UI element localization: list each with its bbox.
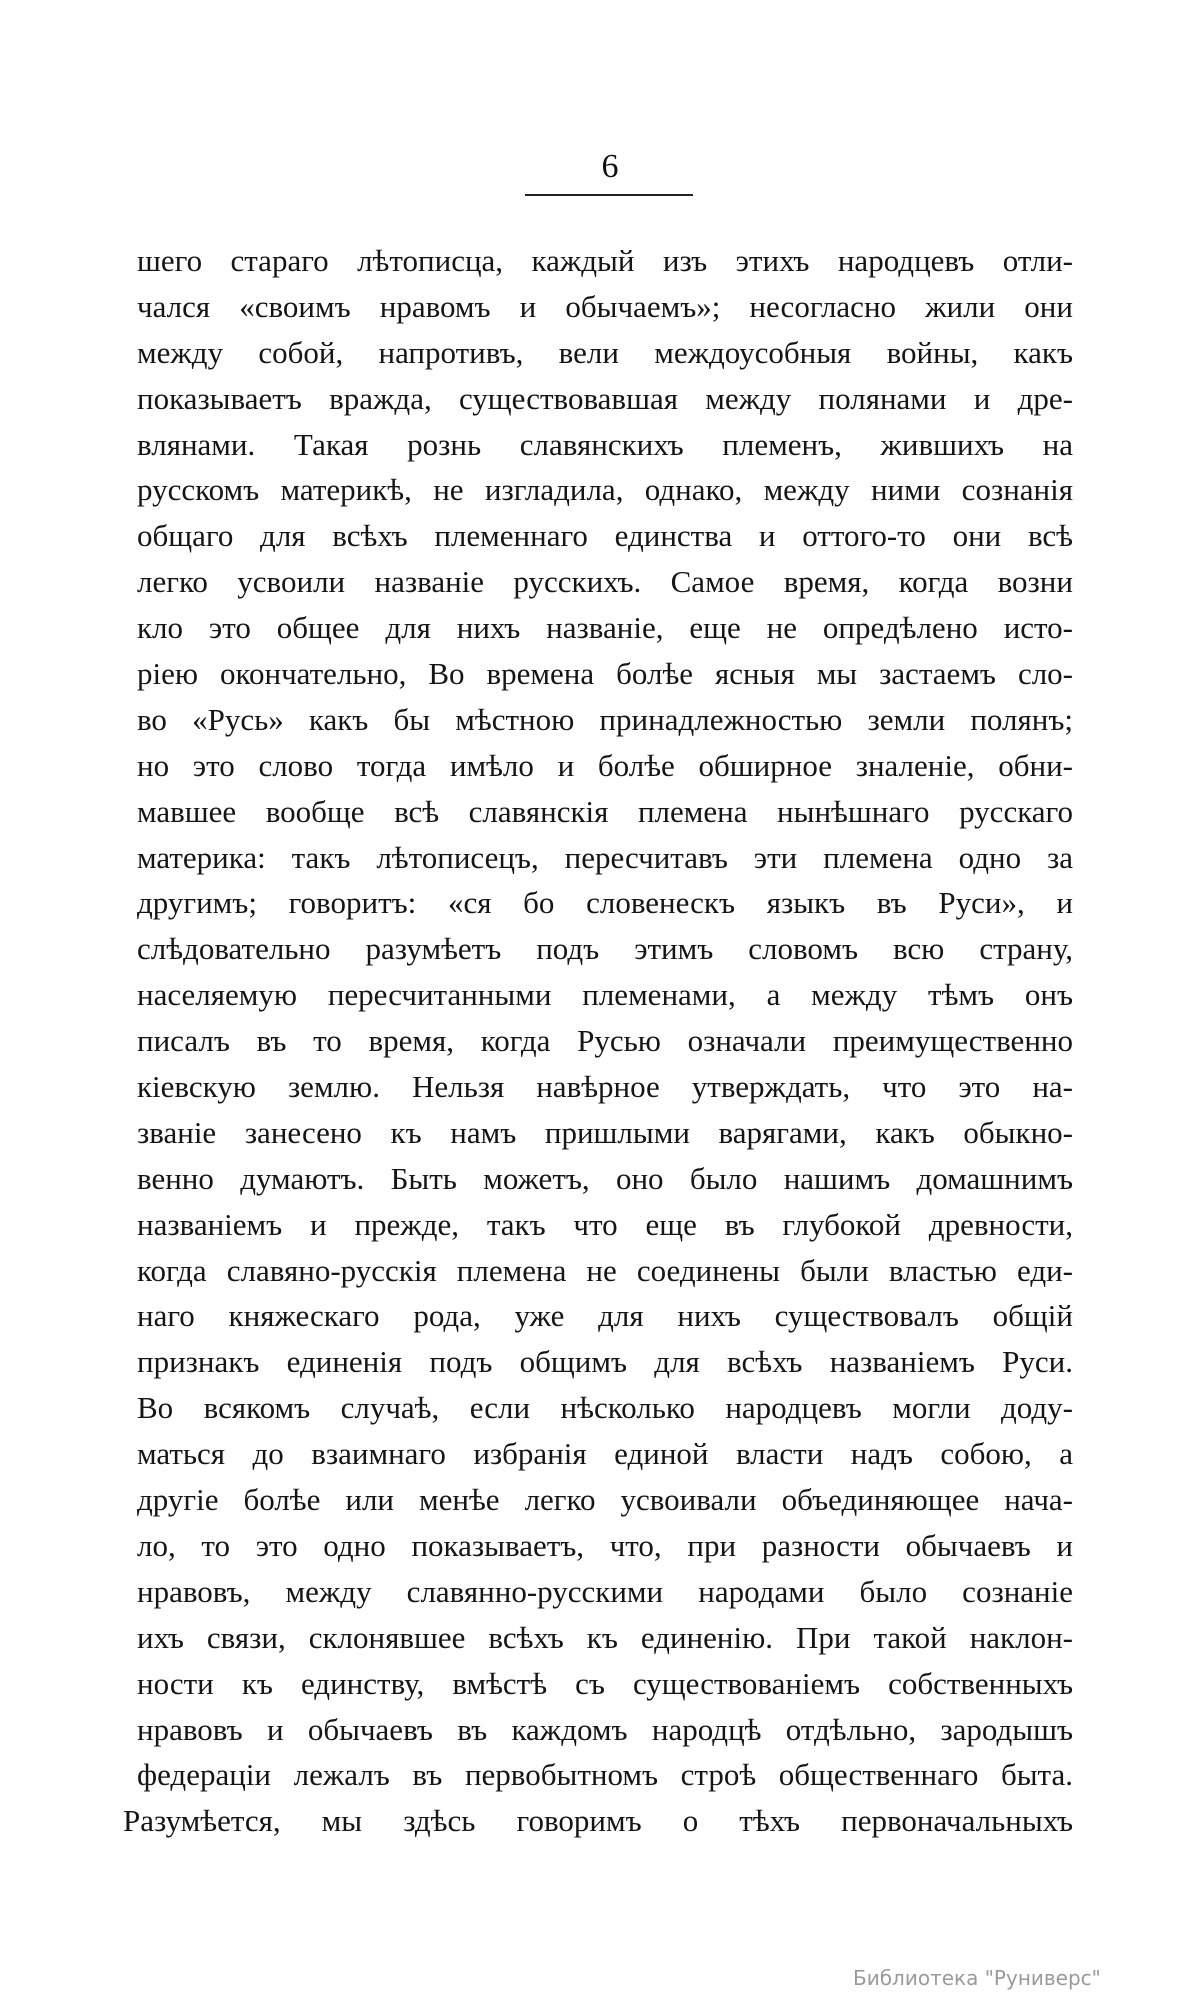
text-line: показываетъ вражда, существовавшая между полянами и дре- xyxy=(137,380,1073,416)
text-line: легко усвоили названіе русскихъ. Самое время, когда возни xyxy=(137,564,1073,600)
text-line: ло, то это одно показываетъ, что, при разности обычаевъ и xyxy=(137,1527,1073,1563)
text-line: писалъ въ то время, когда Русью означали преимущественно xyxy=(137,1023,1073,1059)
text-line: чался «своимъ нравомъ и обычаемъ»; несогласно жили они xyxy=(137,288,1073,324)
text-line: венно думаютъ. Быть можетъ, оно было нашимъ домашнимъ xyxy=(137,1160,1073,1196)
text-line: нравовъ, между славянно-русскими народами было сознаніе xyxy=(137,1573,1073,1609)
text-line: между собой, напротивъ, вели междоусобныя войны, какъ xyxy=(137,334,1073,370)
text-line: но это слово тогда имѣло и болѣе обширное зналеніе, обни- xyxy=(137,747,1073,783)
text-line: Во всякомъ случаѣ, если нѣсколько народцевъ могли доду- xyxy=(137,1390,1073,1426)
text-line: маться до взаимнаго избранія единой власти надъ собою, а xyxy=(137,1436,1073,1472)
text-line: ихъ связи, склонявшее всѣхъ къ единенію. При такой наклон- xyxy=(137,1619,1073,1655)
text-line: мавшее вообще всѣ славянскія племена нынѣшнаго русскаго xyxy=(137,793,1073,829)
library-watermark: Библиотека "Руниверс" xyxy=(853,1966,1101,1990)
text-line: другимъ; говоритъ: «ся бо словенескъ языкъ въ Руси», и xyxy=(137,885,1073,921)
text-line: шего стараго лѣтописца, каждый изъ этихъ народцевъ отли- xyxy=(137,243,1073,278)
text-line: влянами. Такая рознь славянскихъ племенъ, жившихъ на xyxy=(137,426,1073,462)
text-line: другіе болѣе или менѣе легко усвоивали объединяющее нача- xyxy=(137,1482,1073,1518)
text-line: названіемъ и прежде, такъ что еще въ глубокой древности, xyxy=(137,1206,1073,1242)
text-line: русскомъ материкѣ, не изгладила, однако, между ними сознанія xyxy=(137,472,1073,508)
text-line: Разумѣется, мы здѣсь говоримъ о тѣхъ первоначальныхъ xyxy=(123,1803,1073,1839)
text-line: званіе занесено къ намъ пришлыми варягами, какъ обыкно- xyxy=(137,1114,1073,1150)
text-line: кіевскую землю. Нельзя навѣрное утверждать, что это на- xyxy=(137,1069,1073,1105)
text-line: общаго для всѣхъ племеннаго единства и оттого-то они всѣ xyxy=(137,518,1073,554)
text-line: кло это общее для нихъ названіе, еще не опредѣлено исто- xyxy=(137,610,1073,646)
text-line: признакъ единенія подъ общимъ для всѣхъ названіемъ Руси. xyxy=(137,1344,1073,1380)
body-text xyxy=(123,238,1073,1844)
text-line: ріею окончательно, Во времена болѣе ясныя мы застаемъ сло- xyxy=(137,656,1073,692)
text-line: ности къ единству, вмѣстѣ съ существованіемъ собственныхъ xyxy=(137,1665,1073,1701)
page-number: 6 xyxy=(601,148,619,185)
text-line: материка: такъ лѣтописецъ, пересчитавъ эти племена одно за xyxy=(137,839,1073,875)
text-line: слѣдовательно разумѣетъ подъ этимъ словомъ всю страну, xyxy=(137,931,1073,967)
text-line: наго княжескаго рода, уже для нихъ существовалъ общій xyxy=(137,1298,1073,1334)
text-line: федераціи лежалъ въ первобытномъ строѣ общественнаго быта. xyxy=(137,1757,1073,1793)
text-line: населяемую пересчитанными племенами, а между тѣмъ онъ xyxy=(137,977,1073,1013)
text-line: нравовъ и обычаевъ въ каждомъ народцѣ отдѣльно, зародышъ xyxy=(137,1711,1073,1747)
text-line: во «Русь» какъ бы мѣстною принадлежностью земли полянъ; xyxy=(137,701,1073,737)
header-rule xyxy=(525,194,693,196)
text-line: когда славяно-русскія племена не соединены были властью еди- xyxy=(137,1252,1073,1288)
